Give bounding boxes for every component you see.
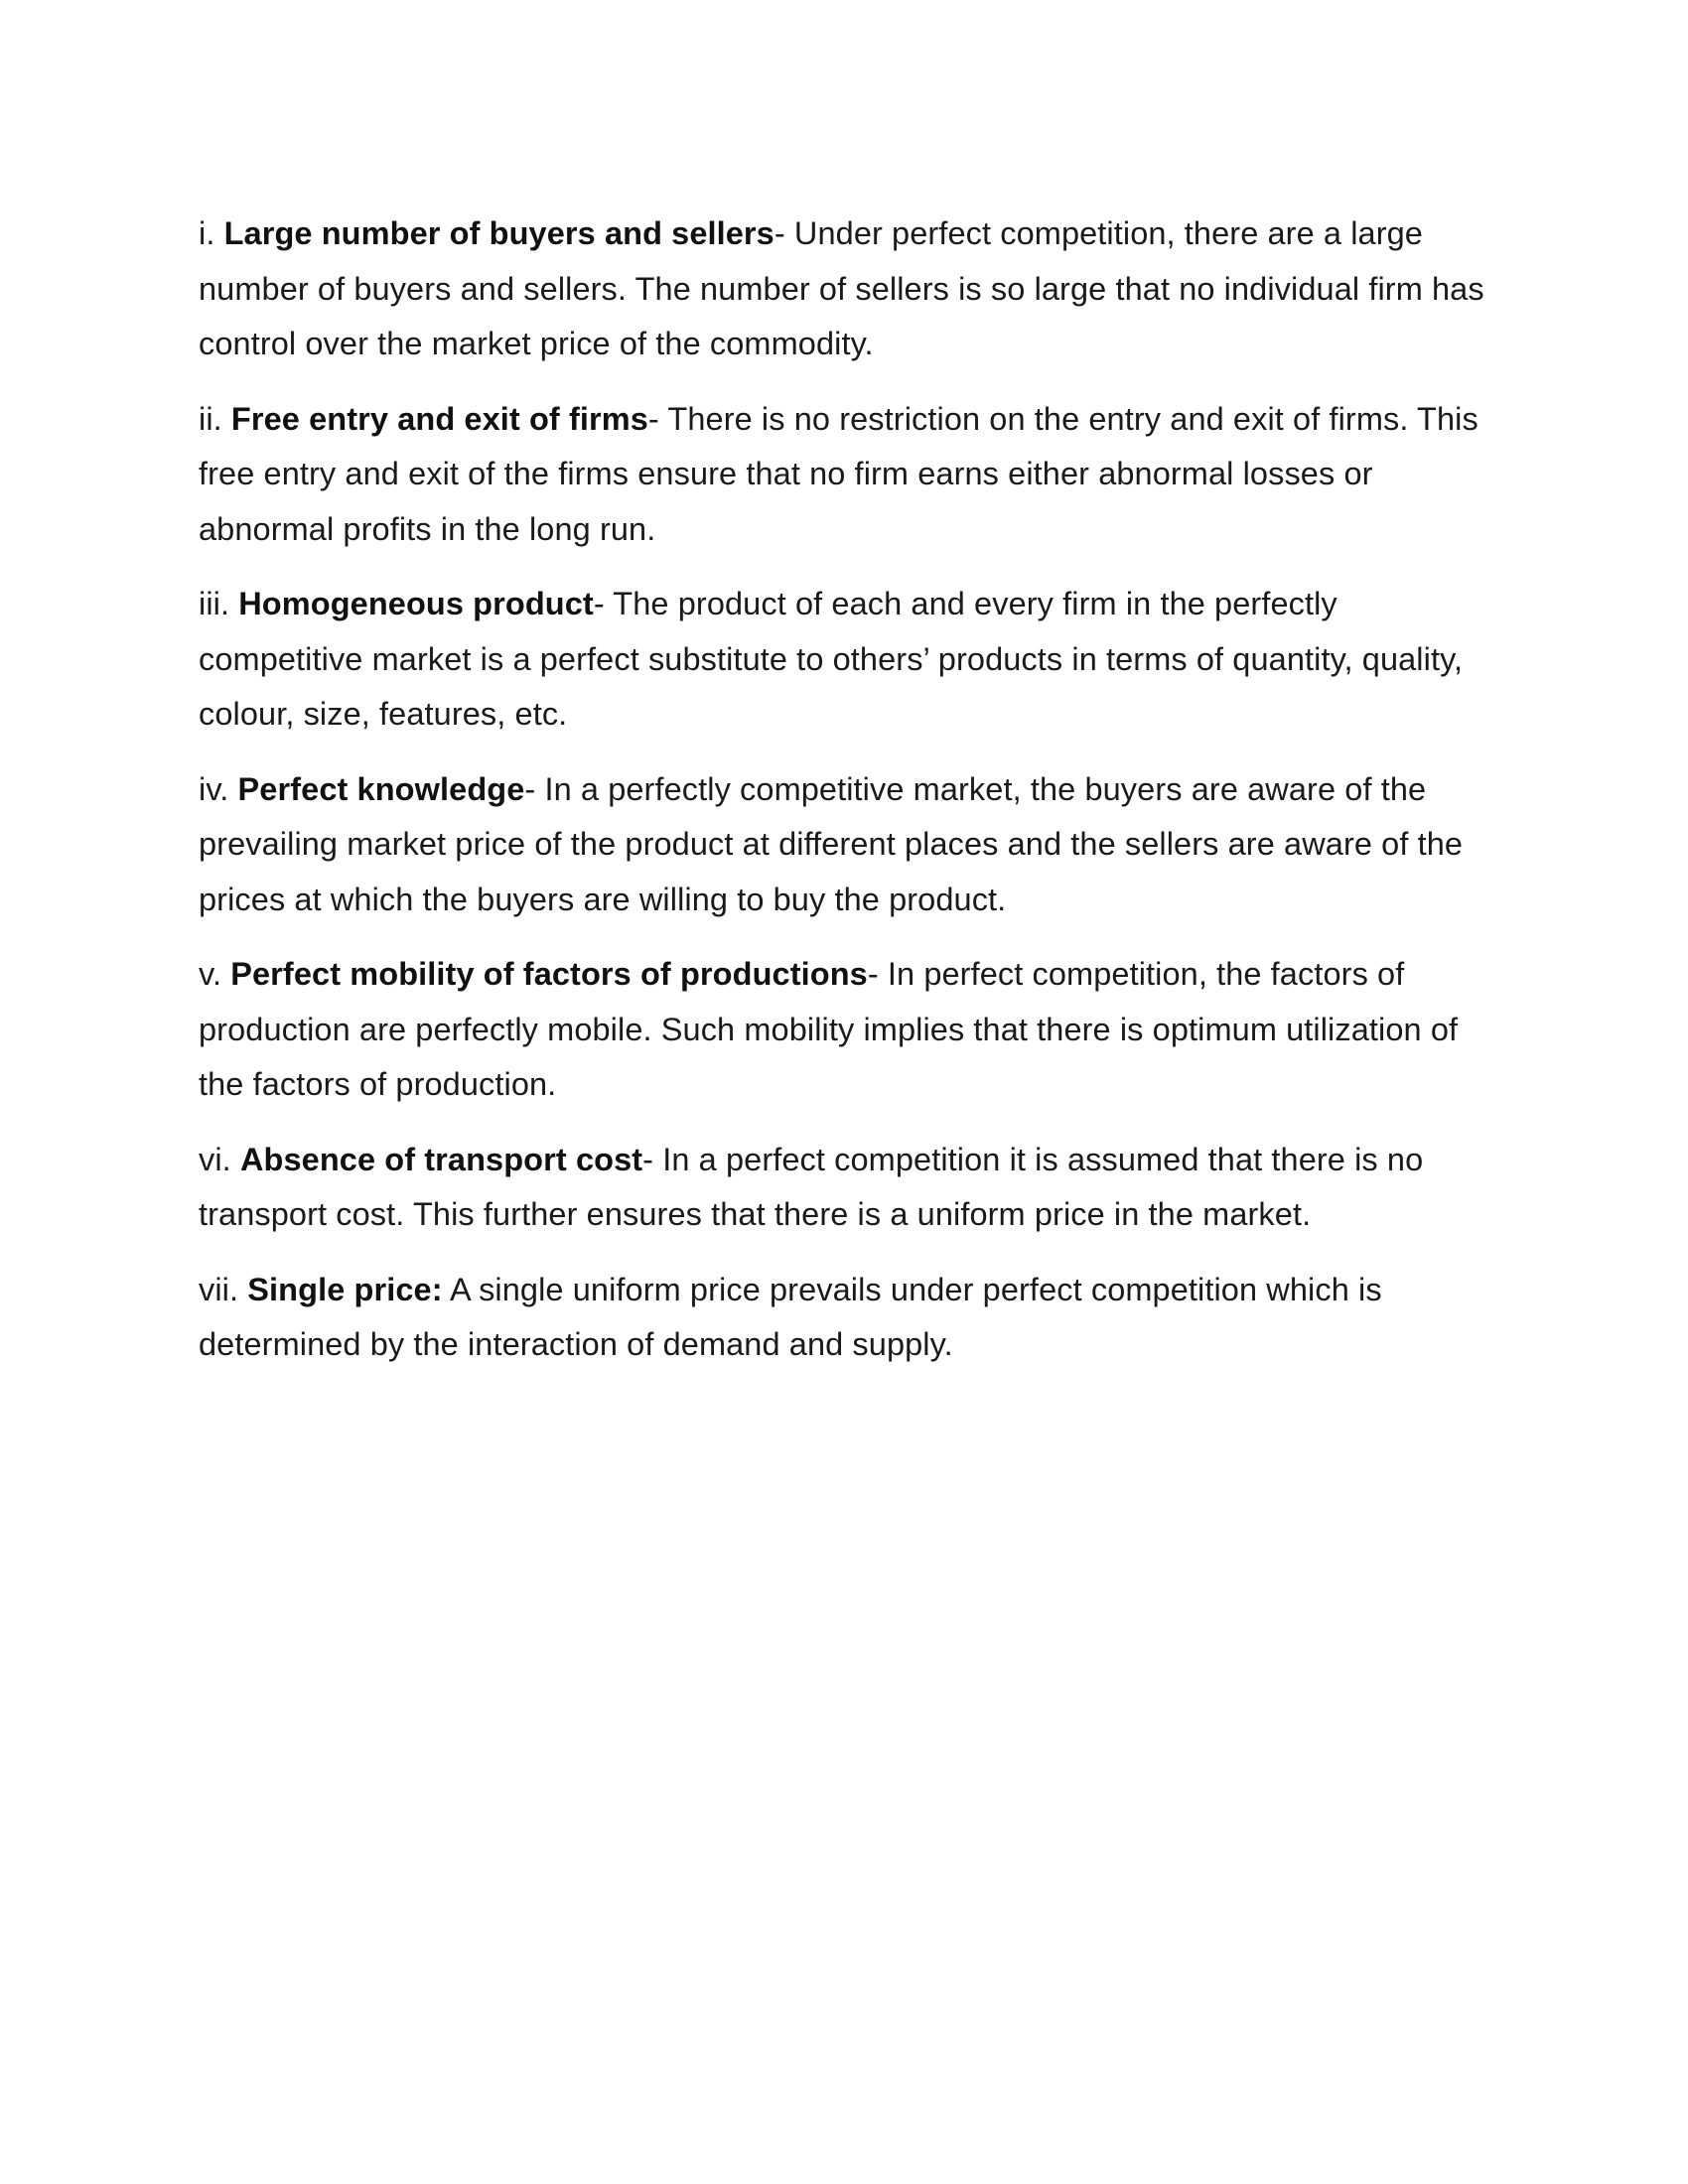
item-term: Free entry and exit of firms (230, 400, 648, 437)
list-item-4 (199, 762, 1499, 928)
item-number: i. (199, 215, 215, 251)
list-item-3 (199, 577, 1499, 743)
item-term: Perfect mobility of factors of productions (230, 956, 868, 992)
item-description: - There is no restriction on the entry and exit of firms. This free entry and exit of the firms ensure that no firm earns either abnormal losses or abnormal profits in the long run. (199, 400, 1478, 547)
document-page (199, 206, 1499, 1393)
item-term: Single price: (247, 1271, 443, 1307)
item-description: - In a perfectly competitive market, the buyers are aware of the prevailing market price of the product at different places and the sellers are aware of the prices at which the buyers are willing to buy the product. (199, 770, 1464, 917)
item-description: A single uniform price prevails under perfect competition which is determined by the interaction of demand and supply. (199, 1271, 1382, 1362)
item-number: vi. (199, 1141, 231, 1177)
item-number: vii. (199, 1271, 239, 1307)
list-item-6 (199, 1133, 1499, 1243)
item-description: - In perfect competition, the factors of production are perfectly mobile. Such mobility implies that there is optimum utilization of the factors of production. (199, 956, 1459, 1102)
list-item-1 (199, 206, 1499, 372)
list-item-7 (199, 1263, 1499, 1373)
item-term: Homogeneous product (238, 586, 594, 621)
item-term: Absence of transport cost (239, 1141, 643, 1177)
item-number: iv. (199, 770, 229, 807)
item-description: - In a perfect competition it is assumed that there is no transport cost. This further ensures that there is a uniform price in the market. (199, 1141, 1424, 1232)
item-number: v. (199, 956, 222, 992)
item-number: iii. (199, 586, 230, 621)
list-item-2 (199, 392, 1499, 558)
item-description: - The product of each and every firm in the perfectly competitive market is a perfect substitute to others’ products in terms of quantity, quality, colour, size, features, etc. (199, 586, 1464, 732)
item-term: Perfect knowledge (237, 770, 525, 807)
item-term: Large number of buyers and sellers (223, 215, 774, 251)
item-description: - Under perfect competition, there are a large number of buyers and sellers. The number of sellers is so large that no individual firm has control over the market price of the commodity. (199, 215, 1484, 361)
list-item-5 (199, 947, 1499, 1113)
item-number: ii. (199, 400, 222, 437)
